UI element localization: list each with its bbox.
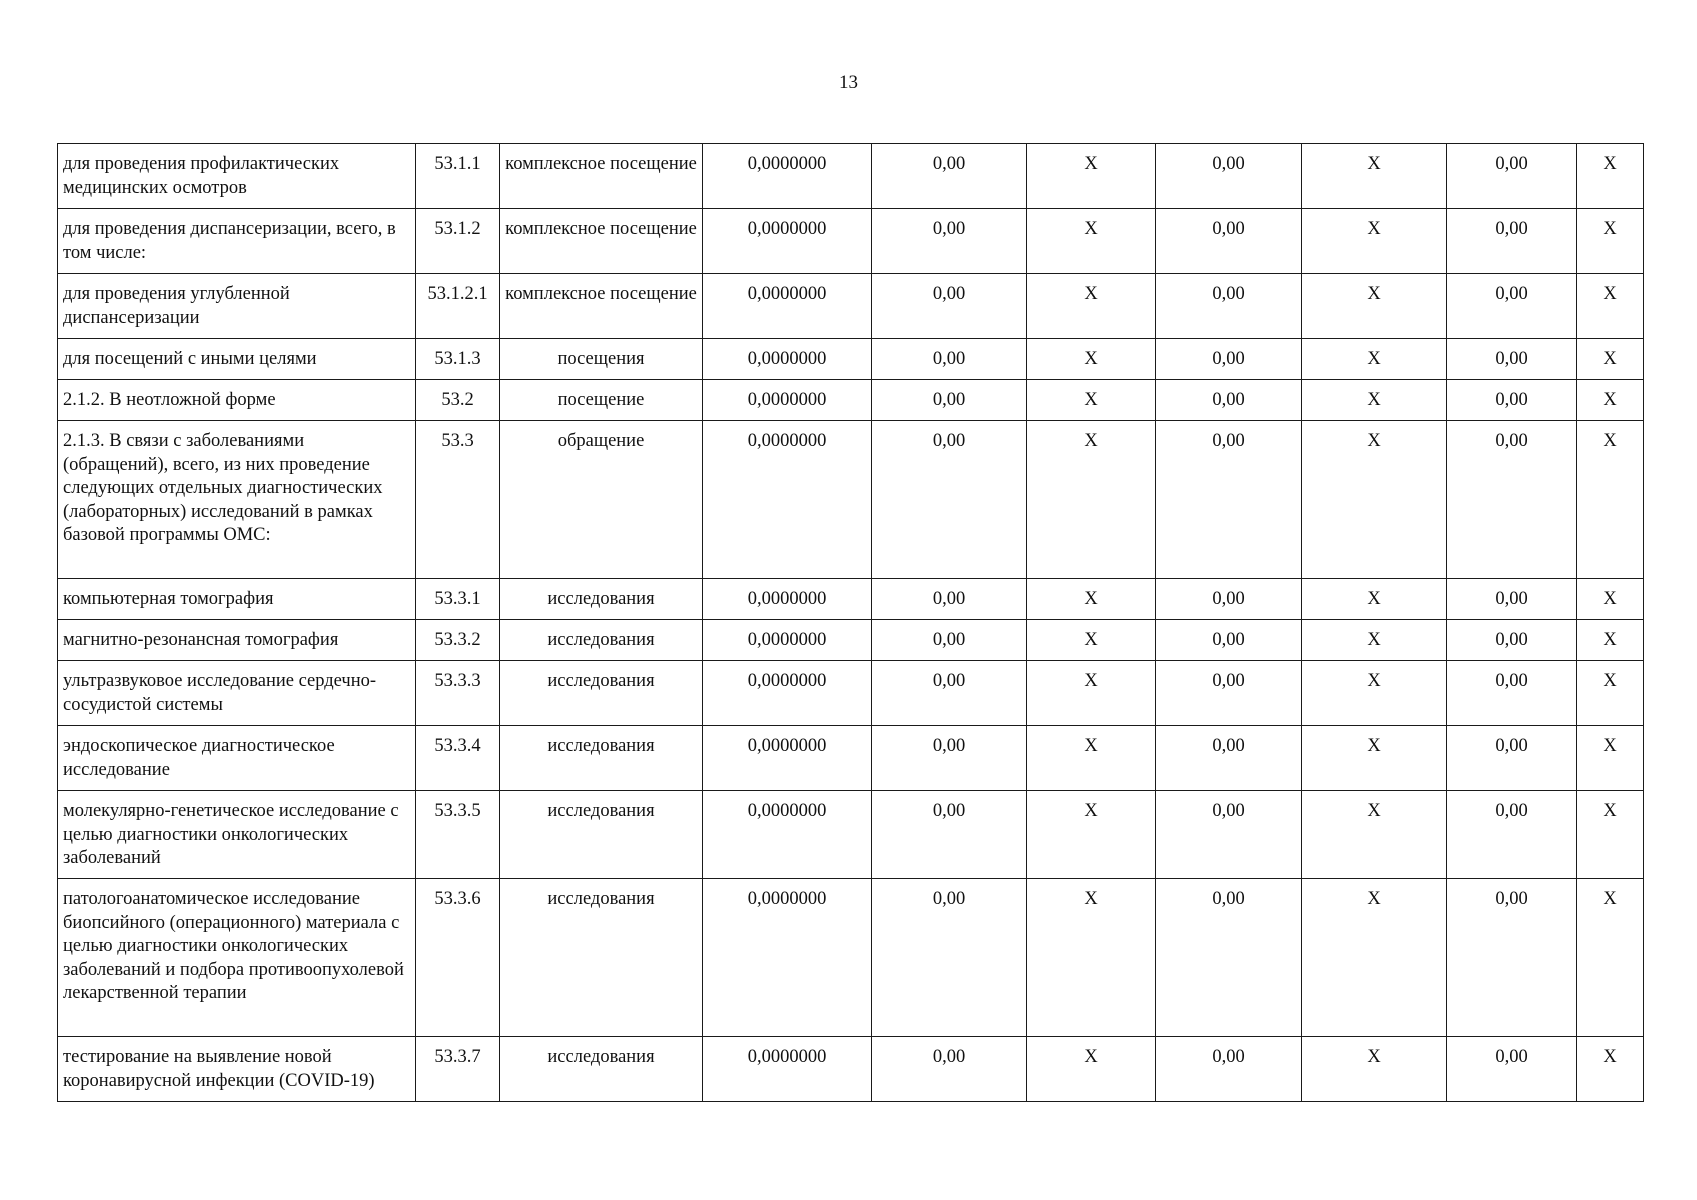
row-value-cell: X (1027, 879, 1156, 1037)
row-code-cell: 53.1.3 (416, 339, 500, 380)
row-value-cell: 0,00 (1447, 380, 1577, 421)
row-code-cell: 53.3.3 (416, 661, 500, 726)
row-value-cell: 0,00 (1447, 726, 1577, 791)
row-code-cell: 53.3 (416, 421, 500, 579)
row-value-cell: 0,0000000 (703, 274, 872, 339)
row-name-cell: ультразвуковое исследование сердечно-сосудистой системы (58, 661, 416, 726)
row-value-cell: 0,00 (1156, 620, 1302, 661)
row-value-cell: X (1302, 726, 1447, 791)
table-row (58, 620, 1644, 661)
row-value-cell: 0,0000000 (703, 144, 872, 209)
table-row (58, 579, 1644, 620)
row-value-cell: 0,00 (1447, 791, 1577, 879)
row-unit-cell: исследования (500, 620, 703, 661)
row-value-cell: X (1302, 339, 1447, 380)
row-value-cell: 0,00 (1156, 791, 1302, 879)
row-value-cell: 0,00 (1156, 274, 1302, 339)
row-value-cell: 0,00 (1156, 879, 1302, 1037)
row-value-cell: 0,00 (1156, 380, 1302, 421)
row-value-cell: X (1027, 1037, 1156, 1102)
row-value-cell: X (1577, 620, 1644, 661)
row-value-cell: X (1577, 144, 1644, 209)
row-unit-cell: исследования (500, 1037, 703, 1102)
row-value-cell: 0,0000000 (703, 1037, 872, 1102)
row-value-cell: 0,00 (1156, 144, 1302, 209)
table-row (58, 339, 1644, 380)
row-value-cell: X (1027, 274, 1156, 339)
row-value-cell: 0,00 (872, 421, 1027, 579)
row-value-cell: X (1302, 620, 1447, 661)
row-value-cell: 0,00 (1447, 274, 1577, 339)
row-value-cell: X (1577, 339, 1644, 380)
row-value-cell: 0,00 (1447, 620, 1577, 661)
row-value-cell: 0,00 (1156, 1037, 1302, 1102)
row-value-cell: X (1302, 380, 1447, 421)
row-value-cell: 0,00 (872, 1037, 1027, 1102)
row-value-cell: X (1027, 380, 1156, 421)
row-unit-cell: комплексное посещение (500, 274, 703, 339)
row-value-cell: X (1302, 879, 1447, 1037)
row-value-cell: 0,00 (1156, 421, 1302, 579)
row-value-cell: 0,00 (1447, 661, 1577, 726)
row-value-cell: X (1302, 1037, 1447, 1102)
row-value-cell: 0,00 (872, 339, 1027, 380)
row-value-cell: 0,00 (1156, 209, 1302, 274)
row-value-cell: 0,00 (1447, 339, 1577, 380)
row-unit-cell: посещение (500, 380, 703, 421)
row-name-cell: для проведения диспансеризации, всего, в том числе: (58, 209, 416, 274)
row-value-cell: X (1577, 1037, 1644, 1102)
row-name-cell: компьютерная томография (58, 579, 416, 620)
row-name-cell: эндоскопическое диагностическое исследование (58, 726, 416, 791)
table-row (58, 209, 1644, 274)
row-name-cell: магнитно-резонансная томография (58, 620, 416, 661)
row-unit-cell: исследования (500, 726, 703, 791)
row-value-cell: 0,00 (872, 620, 1027, 661)
row-value-cell: 0,0000000 (703, 791, 872, 879)
row-code-cell: 53.2 (416, 380, 500, 421)
row-value-cell: X (1577, 661, 1644, 726)
row-value-cell: X (1302, 579, 1447, 620)
row-name-cell: 2.1.2. В неотложной форме (58, 380, 416, 421)
row-code-cell: 53.3.1 (416, 579, 500, 620)
row-unit-cell: обращение (500, 421, 703, 579)
row-value-cell: X (1302, 421, 1447, 579)
page-number: 13 (839, 72, 858, 93)
row-value-cell: 0,0000000 (703, 209, 872, 274)
row-value-cell: X (1577, 726, 1644, 791)
row-value-cell: X (1027, 339, 1156, 380)
row-value-cell: X (1577, 421, 1644, 579)
row-value-cell: 0,00 (872, 209, 1027, 274)
row-code-cell: 53.3.7 (416, 1037, 500, 1102)
table-row (58, 879, 1644, 1037)
table-row (58, 726, 1644, 791)
row-unit-cell: исследования (500, 579, 703, 620)
row-name-cell: для проведения углубленной диспансеризации (58, 274, 416, 339)
row-code-cell: 53.3.6 (416, 879, 500, 1037)
row-code-cell: 53.1.1 (416, 144, 500, 209)
row-name-cell: тестирование на выявление новой коронавирусной инфекции (COVID-19) (58, 1037, 416, 1102)
row-value-cell: X (1302, 661, 1447, 726)
row-value-cell: 0,00 (1156, 726, 1302, 791)
row-name-cell: для посещений с иными целями (58, 339, 416, 380)
row-value-cell: X (1027, 661, 1156, 726)
data-table (57, 143, 1644, 1102)
row-name-cell: для проведения профилактических медицинских осмотров (58, 144, 416, 209)
row-name-cell: 2.1.3. В связи с заболеваниями (обращений), всего, из них проведение следующих отдельных диагностических (лабораторных) исследований в рамках базовой программы ОМС: (58, 421, 416, 579)
row-value-cell: X (1577, 791, 1644, 879)
row-value-cell: 0,0000000 (703, 879, 872, 1037)
row-code-cell: 53.1.2 (416, 209, 500, 274)
row-value-cell: 0,00 (1156, 579, 1302, 620)
row-value-cell: 0,00 (1447, 1037, 1577, 1102)
row-unit-cell: исследования (500, 879, 703, 1037)
row-value-cell: 0,00 (1447, 209, 1577, 274)
row-value-cell: 0,0000000 (703, 661, 872, 726)
row-value-cell: X (1027, 421, 1156, 579)
row-value-cell: 0,00 (872, 791, 1027, 879)
row-value-cell: X (1302, 209, 1447, 274)
row-code-cell: 53.3.5 (416, 791, 500, 879)
row-code-cell: 53.3.4 (416, 726, 500, 791)
row-value-cell: 0,00 (1156, 661, 1302, 726)
row-unit-cell: исследования (500, 661, 703, 726)
table-row (58, 380, 1644, 421)
row-value-cell: 0,0000000 (703, 339, 872, 380)
row-value-cell: 0,00 (872, 579, 1027, 620)
row-value-cell: 0,0000000 (703, 421, 872, 579)
table-row (58, 1037, 1644, 1102)
row-value-cell: 0,00 (1447, 421, 1577, 579)
table-row (58, 144, 1644, 209)
row-value-cell: 0,00 (872, 726, 1027, 791)
row-value-cell: X (1302, 791, 1447, 879)
row-value-cell: 0,00 (1447, 579, 1577, 620)
row-value-cell: X (1577, 879, 1644, 1037)
row-value-cell: 0,00 (872, 144, 1027, 209)
row-value-cell: 0,0000000 (703, 579, 872, 620)
row-value-cell: X (1302, 144, 1447, 209)
row-unit-cell: комплексное посещение (500, 209, 703, 274)
row-value-cell: 0,00 (872, 274, 1027, 339)
row-value-cell: 0,00 (1447, 144, 1577, 209)
row-value-cell: X (1027, 209, 1156, 274)
row-value-cell: X (1027, 726, 1156, 791)
table-row (58, 421, 1644, 579)
row-value-cell: 0,0000000 (703, 380, 872, 421)
table-row (58, 274, 1644, 339)
table-row (58, 661, 1644, 726)
table-row (58, 791, 1644, 879)
row-value-cell: 0,00 (872, 380, 1027, 421)
row-value-cell: X (1027, 144, 1156, 209)
row-unit-cell: комплексное посещение (500, 144, 703, 209)
row-value-cell: 0,00 (872, 661, 1027, 726)
row-code-cell: 53.1.2.1 (416, 274, 500, 339)
row-value-cell: X (1577, 579, 1644, 620)
row-value-cell: 0,00 (872, 879, 1027, 1037)
row-value-cell: X (1577, 209, 1644, 274)
row-value-cell: X (1027, 620, 1156, 661)
row-unit-cell: исследования (500, 791, 703, 879)
row-code-cell: 53.3.2 (416, 620, 500, 661)
row-value-cell: X (1577, 380, 1644, 421)
row-value-cell: 0,0000000 (703, 726, 872, 791)
row-unit-cell: посещения (500, 339, 703, 380)
row-value-cell: 0,0000000 (703, 620, 872, 661)
row-value-cell: X (1027, 791, 1156, 879)
row-value-cell: X (1577, 274, 1644, 339)
row-value-cell: X (1027, 579, 1156, 620)
row-name-cell: патологоанатомическое исследование биопсийного (операционного) материала с целью диагностики онкологических заболеваний и подбора противоопухолевой лекарственной терапии (58, 879, 416, 1037)
row-value-cell: X (1302, 274, 1447, 339)
row-name-cell: молекулярно-генетическое исследование с целью диагностики онкологических заболеваний (58, 791, 416, 879)
row-value-cell: 0,00 (1447, 879, 1577, 1037)
row-value-cell: 0,00 (1156, 339, 1302, 380)
